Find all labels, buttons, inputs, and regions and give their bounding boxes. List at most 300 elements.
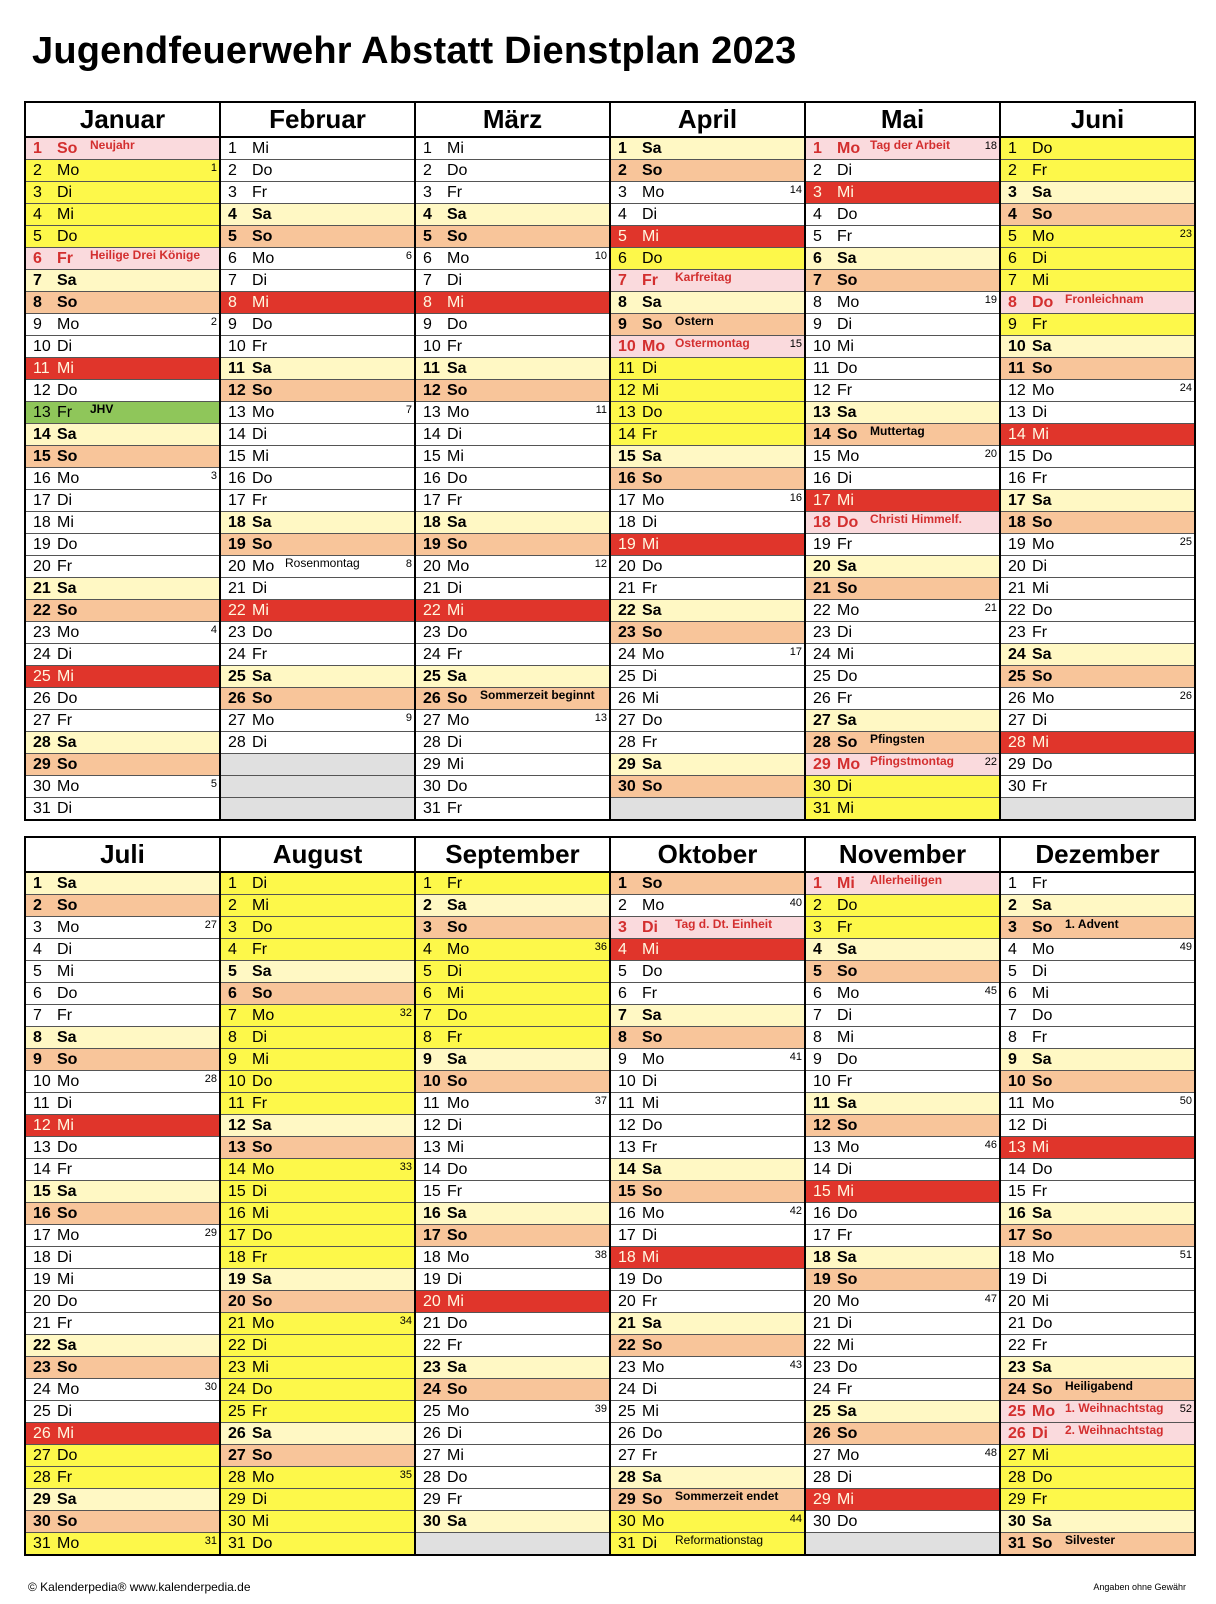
weekday-label: Sa bbox=[57, 875, 77, 892]
event-note: Reformationstag bbox=[675, 1533, 764, 1547]
day-cell bbox=[220, 1357, 415, 1379]
day-number: 25 bbox=[618, 1403, 636, 1420]
day-cell bbox=[1000, 556, 1195, 578]
day-number: 15 bbox=[813, 448, 831, 465]
day-cell bbox=[610, 578, 805, 600]
weekday-label: Do bbox=[642, 712, 663, 729]
day-number: 18 bbox=[618, 514, 636, 531]
weekday-label: Fr bbox=[642, 426, 658, 443]
day-cell bbox=[25, 961, 220, 983]
day-number: 26 bbox=[1008, 690, 1026, 707]
day-number: 20 bbox=[228, 558, 246, 575]
weekday-label: So bbox=[57, 448, 78, 465]
weekday-label: Di bbox=[252, 426, 268, 443]
weekday-label: Fr bbox=[57, 250, 73, 267]
weekday-label: So bbox=[252, 536, 273, 553]
event-note: Muttertag bbox=[870, 424, 925, 438]
day-cell bbox=[220, 1489, 415, 1511]
weekday-label: So bbox=[837, 963, 858, 980]
day-row bbox=[25, 622, 1195, 644]
weekday-label: Di bbox=[447, 426, 463, 443]
day-number: 15 bbox=[228, 1183, 246, 1200]
day-number: 24 bbox=[423, 1381, 441, 1398]
weekday-label: Sa bbox=[642, 1469, 662, 1486]
day-number: 23 bbox=[228, 624, 246, 641]
day-number: 15 bbox=[813, 1183, 831, 1200]
weekday-label: Fr bbox=[1032, 1183, 1048, 1200]
day-cell bbox=[220, 137, 415, 160]
day-cell bbox=[610, 314, 805, 336]
event-note: JHV bbox=[90, 402, 114, 416]
weekday-label: Sa bbox=[252, 963, 272, 980]
weekday-label: Fr bbox=[837, 1227, 853, 1244]
day-cell bbox=[1000, 1467, 1195, 1489]
weekday-label: Mo bbox=[447, 404, 470, 421]
day-cell bbox=[415, 732, 610, 754]
day-cell bbox=[610, 292, 805, 314]
day-cell bbox=[805, 446, 1000, 468]
weekday-label: So bbox=[1032, 360, 1053, 377]
day-cell bbox=[1000, 380, 1195, 402]
day-number: 6 bbox=[423, 985, 432, 1002]
day-cell bbox=[805, 336, 1000, 358]
event-note: Rosenmontag bbox=[285, 556, 360, 570]
holiday-label: Neujahr bbox=[90, 138, 135, 152]
weekday-label: Fr bbox=[837, 919, 853, 936]
month-header: Dezember bbox=[1000, 837, 1195, 872]
day-cell bbox=[805, 983, 1000, 1005]
weekday-label: So bbox=[252, 690, 273, 707]
day-cell bbox=[1000, 137, 1195, 160]
day-number: 24 bbox=[228, 1381, 246, 1398]
day-number: 14 bbox=[813, 1161, 831, 1178]
weekday-label: So bbox=[837, 734, 858, 751]
day-number: 3 bbox=[423, 919, 432, 936]
weekday-label: Mi bbox=[447, 602, 464, 619]
weekday-label: So bbox=[642, 1183, 663, 1200]
day-number: 1 bbox=[813, 875, 822, 892]
weekday-label: Sa bbox=[252, 206, 272, 223]
day-cell bbox=[25, 1247, 220, 1269]
weekday-label: Mi bbox=[1032, 1447, 1049, 1464]
day-row bbox=[25, 1489, 1195, 1511]
day-cell bbox=[220, 446, 415, 468]
day-number: 30 bbox=[423, 778, 441, 795]
day-number: 6 bbox=[33, 985, 42, 1002]
weekday-label: Sa bbox=[57, 272, 77, 289]
weekday-label: Fr bbox=[252, 338, 268, 355]
day-number: 14 bbox=[1008, 426, 1026, 443]
day-cell bbox=[415, 292, 610, 314]
day-row bbox=[25, 248, 1195, 270]
day-cell bbox=[415, 872, 610, 895]
day-cell bbox=[25, 644, 220, 666]
day-number: 4 bbox=[423, 941, 432, 958]
day-number: 12 bbox=[618, 382, 636, 399]
day-number: 22 bbox=[423, 602, 441, 619]
week-number: 31 bbox=[204, 1535, 217, 1547]
day-number: 17 bbox=[423, 1227, 441, 1244]
month-header: Juli bbox=[25, 837, 220, 872]
day-number: 4 bbox=[813, 941, 822, 958]
weekday-label: So bbox=[1032, 206, 1053, 223]
weekday-label: Mi bbox=[837, 184, 854, 201]
day-number: 29 bbox=[423, 756, 441, 773]
day-number: 13 bbox=[228, 1139, 246, 1156]
day-number: 11 bbox=[33, 1095, 50, 1112]
weekday-label: So bbox=[447, 228, 468, 245]
weekday-label: Do bbox=[642, 963, 663, 980]
day-number: 22 bbox=[1008, 1337, 1026, 1354]
day-row bbox=[25, 1181, 1195, 1203]
weekday-label: Do bbox=[837, 1513, 858, 1530]
day-cell bbox=[220, 622, 415, 644]
week-number: 24 bbox=[1179, 382, 1192, 394]
weekday-label: Do bbox=[447, 1007, 468, 1024]
day-row bbox=[25, 1401, 1195, 1423]
day-number: 26 bbox=[228, 690, 246, 707]
day-number: 14 bbox=[813, 426, 831, 443]
holiday-label: Tag d. Dt. Einheit bbox=[675, 917, 773, 931]
day-cell bbox=[1000, 226, 1195, 248]
weekday-label: Di bbox=[57, 941, 73, 958]
weekday-label: So bbox=[57, 294, 78, 311]
day-number: 27 bbox=[813, 712, 831, 729]
day-row bbox=[25, 872, 1195, 895]
weekday-label: Fr bbox=[252, 184, 268, 201]
week-number: 2 bbox=[210, 316, 217, 328]
day-number: 19 bbox=[1008, 1271, 1026, 1288]
day-cell bbox=[610, 380, 805, 402]
day-number: 23 bbox=[813, 624, 831, 641]
weekday-label: Mi bbox=[252, 1051, 269, 1068]
day-number: 17 bbox=[813, 492, 831, 509]
page-title: Jugendfeuerwehr Abstatt Dienstplan 2023 bbox=[32, 30, 797, 72]
day-cell bbox=[220, 292, 415, 314]
weekday-label: Sa bbox=[642, 1315, 662, 1332]
week-number: 4 bbox=[210, 624, 217, 636]
weekday-label: Do bbox=[57, 1139, 78, 1156]
day-number: 24 bbox=[1008, 646, 1026, 663]
day-number: 1 bbox=[1008, 875, 1017, 892]
day-cell bbox=[805, 534, 1000, 556]
day-number: 11 bbox=[1008, 360, 1025, 377]
weekday-label: Do bbox=[447, 778, 468, 795]
day-number: 8 bbox=[1008, 294, 1017, 311]
day-cell bbox=[25, 1489, 220, 1511]
day-row bbox=[25, 732, 1195, 754]
day-cell bbox=[805, 402, 1000, 424]
day-cell bbox=[220, 1005, 415, 1027]
weekday-label: Sa bbox=[837, 404, 857, 421]
week-number: 21 bbox=[984, 602, 997, 614]
day-cell bbox=[25, 1423, 220, 1445]
day-number: 4 bbox=[1008, 941, 1017, 958]
day-number: 14 bbox=[33, 1161, 51, 1178]
day-cell bbox=[415, 1423, 610, 1445]
weekday-label: Fr bbox=[1032, 1029, 1048, 1046]
day-cell bbox=[610, 1379, 805, 1401]
day-number: 10 bbox=[1008, 1073, 1026, 1090]
day-cell bbox=[805, 710, 1000, 732]
day-cell bbox=[415, 917, 610, 939]
day-number: 28 bbox=[33, 734, 51, 751]
day-cell bbox=[805, 314, 1000, 336]
day-number: 2 bbox=[1008, 162, 1017, 179]
day-number: 28 bbox=[1008, 734, 1026, 751]
day-cell bbox=[805, 776, 1000, 798]
day-cell bbox=[25, 600, 220, 622]
day-cell bbox=[415, 710, 610, 732]
day-number: 11 bbox=[228, 360, 245, 377]
day-cell bbox=[610, 1027, 805, 1049]
day-number: 22 bbox=[813, 602, 831, 619]
week-number: 7 bbox=[405, 404, 412, 416]
weekday-label: So bbox=[447, 919, 468, 936]
weekday-label: Di bbox=[447, 272, 463, 289]
day-row bbox=[25, 512, 1195, 534]
day-number: 26 bbox=[423, 690, 441, 707]
day-number: 15 bbox=[618, 1183, 636, 1200]
day-number: 31 bbox=[423, 800, 441, 817]
day-number: 31 bbox=[33, 800, 51, 817]
holiday-label: 1. Weihnachtstag bbox=[1065, 1401, 1164, 1415]
day-cell bbox=[220, 917, 415, 939]
day-cell bbox=[1000, 1335, 1195, 1357]
week-number: 50 bbox=[1179, 1095, 1192, 1107]
day-number: 28 bbox=[228, 1469, 246, 1486]
day-number: 28 bbox=[813, 734, 831, 751]
weekday-label: So bbox=[57, 140, 78, 157]
day-cell bbox=[220, 732, 415, 754]
weekday-label: Sa bbox=[642, 602, 662, 619]
day-number: 8 bbox=[228, 1029, 237, 1046]
day-cell bbox=[220, 1423, 415, 1445]
day-cell bbox=[610, 1445, 805, 1467]
day-cell bbox=[25, 468, 220, 490]
day-cell bbox=[415, 336, 610, 358]
day-number: 10 bbox=[33, 338, 51, 355]
day-cell bbox=[1000, 468, 1195, 490]
day-cell bbox=[805, 1005, 1000, 1027]
day-number: 12 bbox=[1008, 382, 1026, 399]
weekday-label: So bbox=[447, 536, 468, 553]
day-cell bbox=[610, 490, 805, 512]
day-cell bbox=[1000, 939, 1195, 961]
weekday-label: Mo bbox=[252, 404, 275, 421]
weekday-label: Sa bbox=[447, 1051, 467, 1068]
weekday-label: Do bbox=[837, 1359, 858, 1376]
day-number: 21 bbox=[423, 1315, 441, 1332]
day-cell bbox=[805, 1401, 1000, 1423]
event-note: Heiligabend bbox=[1065, 1379, 1134, 1393]
day-number: 19 bbox=[33, 536, 51, 553]
weekday-label: Mi bbox=[642, 536, 659, 553]
weekday-label: Mi bbox=[447, 985, 464, 1002]
weekday-label: So bbox=[57, 897, 78, 914]
day-cell bbox=[415, 556, 610, 578]
day-number: 11 bbox=[423, 360, 440, 377]
day-number: 25 bbox=[813, 668, 831, 685]
day-number: 5 bbox=[1008, 228, 1017, 245]
weekday-label: Mo bbox=[447, 1249, 470, 1266]
weekday-label: Mo bbox=[837, 1447, 860, 1464]
weekday-label: Mo bbox=[57, 778, 80, 795]
week-number: 12 bbox=[594, 558, 607, 570]
day-number: 30 bbox=[813, 1513, 831, 1530]
weekday-label: Do bbox=[447, 1469, 468, 1486]
day-number: 29 bbox=[33, 1491, 51, 1508]
day-cell bbox=[1000, 1115, 1195, 1137]
day-number: 27 bbox=[423, 712, 441, 729]
day-number: 5 bbox=[33, 228, 42, 245]
day-number: 17 bbox=[1008, 1227, 1026, 1244]
day-number: 13 bbox=[423, 1139, 441, 1156]
weekday-label: Do bbox=[1032, 1315, 1053, 1332]
day-cell bbox=[220, 380, 415, 402]
weekday-label: Di bbox=[1032, 712, 1048, 729]
weekday-label: So bbox=[252, 1293, 273, 1310]
weekday-label: Mo bbox=[252, 1469, 275, 1486]
month-header: März bbox=[415, 102, 610, 137]
day-row bbox=[25, 644, 1195, 666]
day-number: 6 bbox=[1008, 250, 1017, 267]
week-number: 9 bbox=[405, 712, 412, 724]
day-row bbox=[25, 1423, 1195, 1445]
week-number: 30 bbox=[204, 1381, 217, 1393]
day-cell bbox=[25, 1093, 220, 1115]
day-number: 14 bbox=[618, 426, 636, 443]
day-number: 27 bbox=[618, 1447, 636, 1464]
day-cell bbox=[610, 446, 805, 468]
weekday-label: Mo bbox=[642, 184, 665, 201]
day-number: 28 bbox=[618, 734, 636, 751]
day-cell bbox=[805, 1027, 1000, 1049]
day-number: 2 bbox=[1008, 897, 1017, 914]
weekday-label: Mo bbox=[1032, 1095, 1055, 1112]
day-cell bbox=[220, 1335, 415, 1357]
day-cell bbox=[805, 248, 1000, 270]
weekday-label: So bbox=[447, 1227, 468, 1244]
weekday-label: Mo bbox=[447, 1095, 470, 1112]
day-number: 10 bbox=[618, 338, 636, 355]
day-number: 2 bbox=[33, 897, 42, 914]
day-number: 19 bbox=[1008, 536, 1026, 553]
day-cell bbox=[610, 1423, 805, 1445]
day-number: 14 bbox=[33, 426, 51, 443]
day-number: 1 bbox=[228, 875, 237, 892]
weekday-label: Mi bbox=[837, 1183, 854, 1200]
day-number: 10 bbox=[423, 338, 441, 355]
day-number: 3 bbox=[618, 184, 627, 201]
week-number: 38 bbox=[594, 1249, 607, 1261]
weekday-label: Mo bbox=[642, 492, 665, 509]
day-number: 22 bbox=[228, 1337, 246, 1354]
weekday-label: Di bbox=[1032, 1271, 1048, 1288]
day-row bbox=[25, 160, 1195, 182]
day-number: 17 bbox=[228, 1227, 246, 1244]
day-number: 6 bbox=[618, 985, 627, 1002]
day-number: 12 bbox=[423, 382, 441, 399]
day-cell bbox=[415, 961, 610, 983]
weekday-label: Fr bbox=[837, 228, 853, 245]
day-cell bbox=[610, 270, 805, 292]
week-number: 14 bbox=[789, 184, 802, 196]
day-number: 22 bbox=[423, 1337, 441, 1354]
day-row bbox=[25, 1335, 1195, 1357]
weekday-label: So bbox=[1032, 1535, 1053, 1552]
day-cell bbox=[610, 1093, 805, 1115]
day-number: 3 bbox=[1008, 184, 1017, 201]
holiday-label: Karfreitag bbox=[675, 270, 732, 284]
day-cell bbox=[610, 1203, 805, 1225]
day-cell bbox=[1000, 1027, 1195, 1049]
weekday-label: Mo bbox=[1032, 536, 1055, 553]
day-number: 19 bbox=[423, 1271, 441, 1288]
day-cell bbox=[805, 1071, 1000, 1093]
day-number: 27 bbox=[1008, 1447, 1026, 1464]
month-header: August bbox=[220, 837, 415, 872]
day-number: 3 bbox=[1008, 919, 1017, 936]
day-cell bbox=[610, 160, 805, 182]
day-cell bbox=[220, 1247, 415, 1269]
weekday-label: Di bbox=[252, 272, 268, 289]
day-cell bbox=[805, 1093, 1000, 1115]
day-number: 4 bbox=[33, 941, 42, 958]
weekday-label: Mo bbox=[252, 250, 275, 267]
weekday-label: Fr bbox=[447, 1491, 463, 1508]
day-cell bbox=[610, 622, 805, 644]
day-cell bbox=[25, 1159, 220, 1181]
day-number: 12 bbox=[813, 382, 831, 399]
weekday-label: Mo bbox=[837, 756, 861, 773]
weekday-label: Sa bbox=[837, 1095, 857, 1112]
day-number: 29 bbox=[813, 1491, 831, 1508]
weekday-label: Do bbox=[57, 536, 78, 553]
weekday-label: So bbox=[642, 316, 663, 333]
week-number: 44 bbox=[789, 1513, 802, 1525]
day-number: 20 bbox=[423, 558, 441, 575]
day-cell bbox=[25, 1137, 220, 1159]
day-cell bbox=[805, 380, 1000, 402]
day-cell bbox=[805, 556, 1000, 578]
day-cell bbox=[805, 600, 1000, 622]
week-number: 37 bbox=[594, 1095, 607, 1107]
week-number: 39 bbox=[594, 1403, 607, 1415]
day-cell bbox=[415, 600, 610, 622]
weekday-label: Fr bbox=[1032, 470, 1048, 487]
day-number: 15 bbox=[1008, 1183, 1026, 1200]
weekday-label: Mo bbox=[252, 1007, 275, 1024]
weekday-label: Di bbox=[252, 734, 268, 751]
day-cell bbox=[610, 204, 805, 226]
weekday-label: Fr bbox=[642, 734, 658, 751]
weekday-label: Mi bbox=[837, 1337, 854, 1354]
day-row bbox=[25, 1005, 1195, 1027]
day-number: 6 bbox=[228, 985, 237, 1002]
weekday-label: So bbox=[447, 1381, 468, 1398]
day-number: 8 bbox=[813, 1029, 822, 1046]
day-cell bbox=[805, 468, 1000, 490]
day-cell bbox=[805, 1137, 1000, 1159]
day-cell bbox=[1000, 1137, 1195, 1159]
day-cell bbox=[25, 1467, 220, 1489]
day-number: 3 bbox=[618, 919, 627, 936]
weekday-label: Di bbox=[57, 646, 73, 663]
day-number: 3 bbox=[228, 919, 237, 936]
day-cell bbox=[805, 1049, 1000, 1071]
weekday-label: Sa bbox=[252, 1117, 272, 1134]
